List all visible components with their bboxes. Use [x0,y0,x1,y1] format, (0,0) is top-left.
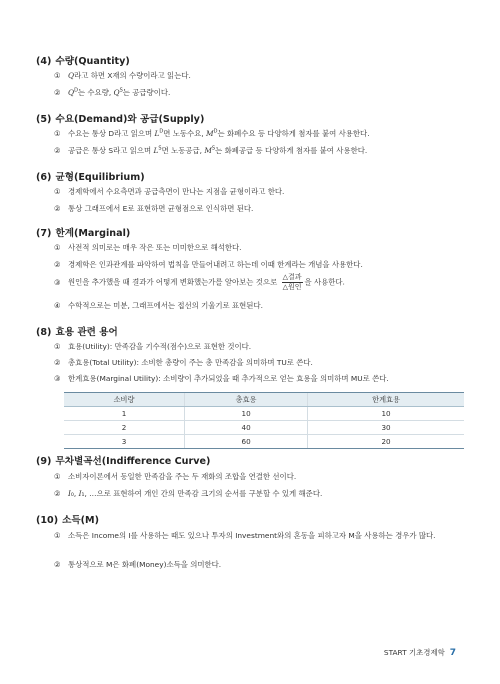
page-number: 7 [449,648,456,658]
table-cell: 20 [308,435,464,449]
section-8-item-2: ② 총효용(Total Utility): 소비한 총량이 주는 총 만족감을 의미하며 TU로 쓴다. [54,358,313,367]
table-row [64,435,464,449]
section-4-item-1: ① Q라고 하면 X재의 수량이라고 읽는다. [54,71,191,80]
section-4-item-2: ② $Q^D$는 수요량, $Q^S$는 공급량이다. [54,87,171,97]
table-header-cell: 총효용 [185,393,308,407]
section-9-heading: (9) 무차별곡선(Indifference Curve) [36,456,211,467]
section-9-item-2: ② I₀, I₁, …으로 표현하여 개인 간의 만족감 크기의 순서를 구분할 수 있게 해준다. [54,489,323,498]
section-10-heading: (10) 소득(M) [36,515,99,526]
table-header-cell: 소비량 [64,393,185,407]
section-8-heading: (8) 효용 관련 용어 [36,327,118,338]
table-cell: 60 [185,435,308,449]
section-9-item-1: ① 소비자이론에서 동일한 만족감을 주는 두 재화의 조합을 연결한 선이다. [54,472,297,481]
section-5-heading: (5) 수요(Demand)와 공급(Supply) [36,114,205,125]
section-6-item-2: ② 통상 그래프에서 E로 표현하면 균형점으로 인식하면 된다. [54,204,254,213]
section-8-item-1: ① 효용(Utility): 만족감을 기수적(점수)으로 표현한 것이다. [54,342,252,351]
section-7-item-2: ② 경제학은 인과관계를 파악하여 법칙을 만들어내려고 하는데 이때 한계라는 개념을 사용한다. [54,260,363,269]
section-6-heading: (6) 균형(Equilibrium) [36,172,145,183]
table-cell: 1 [64,407,185,421]
section-7-item-3: ③ 원인을 추가했을 때 결과가 어떻게 변화했는가를 알아보는 것으로 $\frac{\text{△결과}}{\text{△원인}}$ 을 사용한다. [54,273,345,291]
table-cell: 3 [64,435,185,449]
section-5-item-1: ① 수요는 통상 D라고 읽으며 $L^D$면 노동수요, $M^D$는 화폐수요 등 다양하게 첨자를 붙여 사용한다. [54,128,370,138]
page-footer [384,647,456,658]
utility-table [64,392,464,449]
table-row [64,421,464,435]
section-4-heading: (4) 수량(Quantity) [36,56,130,67]
table-row [64,407,464,421]
section-7-heading: (7) 한계(Marginal) [36,228,131,239]
table-cell: 10 [185,407,308,421]
section-10-item-1: ① 소득은 Income의 I를 사용하는 때도 있으나 투자의 Investment와의 혼동을 피하고자 M을 사용하는 경우가 많다. [54,531,436,540]
section-7-item-4: ④ 수학적으로는 미분, 그래프에서는 접선의 기울기로 표현된다. [54,301,263,310]
section-8-item-3: ③ 한계효용(Marginal Utility): 소비량이 추가되었을 때 추가적으로 얻는 효용을 의미하며 MU로 쓴다. [54,374,389,383]
table-header-cell: 한계효용 [308,393,464,407]
footer-book-title: START 기초경제학 [383,648,445,657]
table-cell: 40 [185,421,308,435]
section-5-item-2: ② 공급은 통상 S라고 읽으며 $L^S$면 노동공급, $M^S$는 화폐공급 등 다양하게 첨자를 붙여 사용한다. [54,145,368,155]
section-10-item-2: ② 통상적으로 M은 화폐(Money)소득을 의미한다. [54,560,222,569]
section-6-item-1: ① 경제학에서 수요측면과 공급측면이 만나는 지점을 균형이라고 한다. [54,187,285,196]
table-cell: 30 [308,421,464,435]
section-7-item-1: ① 사전적 의미로는 매우 작은 또는 미미한으로 해석한다. [54,243,242,252]
delta-fraction: $\frac{\text{△결과}}{\text{△원인}}$ [282,273,302,291]
table-header-row [64,393,464,407]
table-cell: 10 [308,407,464,421]
table-cell: 2 [64,421,185,435]
